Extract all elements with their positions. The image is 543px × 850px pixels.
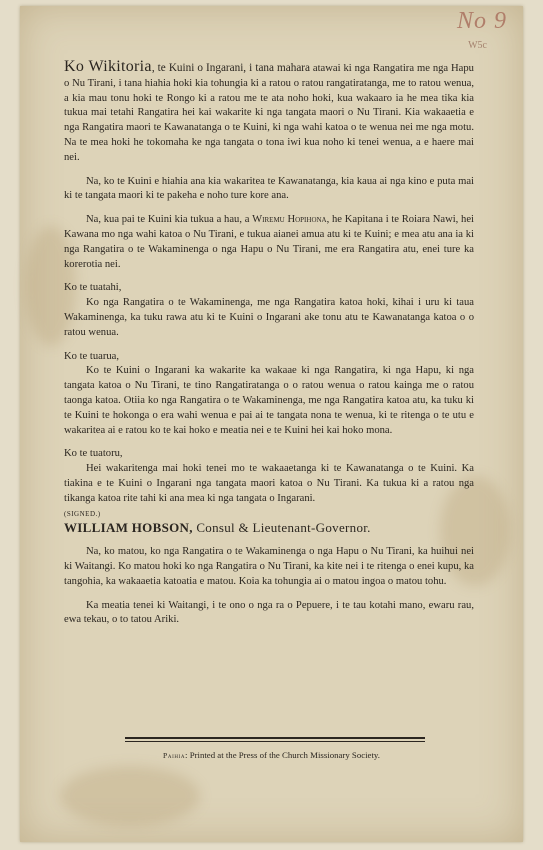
signatory (64, 521, 474, 536)
paragraph-date: Ka meatia tenei ki Waitangi, i te ono o nga ra o Pepuere, i te tau kotahi mano, ewaru rau, ewa tekau, o to tatou Ariki. (64, 599, 474, 626)
archive-reference-mark: W5c (468, 40, 487, 51)
lead-title: Ko Wikitoria (64, 58, 152, 75)
divider-rule-thin (125, 741, 425, 742)
article-2-text: Ko te Kuini o Ingarani ka wakarite ka wakaae ki nga Rangatira, ki nga Hapu, ki nga tangata katoa o Nu Tirani, te tino Rangatiratanga o o ratou wenua o ratou kainga me o ratou taonga katoa. Otiia ko nga Rangatira o te Wakaminenga, me nga Rangatira katoa atu, ka tuku ki te Kuini te hokonga o era wahi wenua e pai ai te tangata nona te wenua, ki te ritenga o te utu e wakaritea ai e ratou ko te kai hoko e meatia nei e te Kuini hei kai hoko mona. (64, 365, 474, 436)
printer-imprint (0, 750, 543, 760)
article-3-text: Hei wakaritenga mai hoki tenei mo te wakaaetanga ki te Kawanatanga o te Kuini. Ka tiakina e te Kuini o Ingarani nga tangata maori katoa o Nu Tirani. Ka tukua ki a ratou nga tikanga katoa rite tahi ki ana mea ki nga tangata o Ingarani. (64, 463, 474, 504)
signed-label: (SIGNED.) (64, 509, 101, 518)
printer-text: : Printed at the Press of the Church Missionary Society. (185, 750, 380, 760)
paragraph-chiefs-assent: Na, ko matou, ko nga Rangatira o te Wakaminenga o nga Hapu o Nu Tirani, ka huihui nei ki Waitangi. Ko matou hoki ko nga Rangatira o Nu Tirani, ka kite nei i te ritenga o enei kupu, ka tangohia, ka wakaaetia katoatia e matou. Koia ka tohungia ai o matou ingoa o matou tohu. (64, 546, 474, 587)
printer-place: Paihia (163, 751, 186, 760)
article-1-text: Ko nga Rangatira o te Wakaminenga, me nga Rangatira katoa hoki, kihai i uru ki taua Wakaminenga, ka tuku rawa atu ki te Kuini o Ingarani ake tonu atu te Kawanatanga katoa o o ratou wenua. (64, 297, 474, 338)
paragraph-appointment: Na, kua pai te Kuini kia tukua a hau, a Wiremu Hopihona, he Kapitana i te Roiara Nawi, hei Kawana mo nga wahi katoa o Nu Tirani, e tukua aianei amua atu ki te Kuini; e mea atu ana ia ki nga Rangatira o te Wakaminenga o nga Hapu o Nu Tirani, me era Rangatira atu, enei ture ka korerotia nei. (64, 214, 474, 270)
paper-stain (60, 766, 200, 826)
article-1-heading: Ko te tuatahi, (64, 282, 122, 294)
article-3-heading: Ko te tuatoru, (64, 448, 123, 460)
signatory-title: Consul & Lieutenant-Governor. (196, 520, 371, 536)
signatory-name: WILLIAM HOBSON, (64, 520, 193, 536)
governor-name: Wiremu Hopihona (252, 214, 327, 226)
lead-line: , te Kuini o Ingarani, i tana mahara (151, 62, 310, 74)
article-2-heading: Ko te tuarua, (64, 350, 120, 362)
treaty-text (64, 60, 474, 628)
archive-number-mark: No 9 (456, 8, 507, 34)
preamble-text: atawai ki nga Rangatira me nga Hapu o Nu Tirani, i tana hiahia hoki kia tohungia ki a ratou o ratou rangatiratanga, me to ratou wenua, a kia mau tonu hoki te Rongo ki a ratou me te ata noho hoki, kua wakaaro ia he mea tika kia tukua mai tetahi Rangatira hei kai wakarite ki nga tangata maori o Nu Tirani. Kia wakaaetia e nga Rangatira maori te Kawanatanga o te Kuini, ki nga wahi katoa o te wenua nei me nga motu. Na te mea hoki he tokomaha ke nga tangata o tona iwi kua noho ki tenei wenua, a e haere mai nei. (64, 63, 474, 163)
preamble (64, 60, 474, 166)
divider-rule (125, 737, 425, 739)
paragraph-purpose: Na, ko te Kuini e hiahia ana kia wakaritea te Kawanatanga, kia kaua ai nga kino e puta mai ki te tangata maori ki te pakeha e noho ture kore ana. (64, 175, 474, 202)
